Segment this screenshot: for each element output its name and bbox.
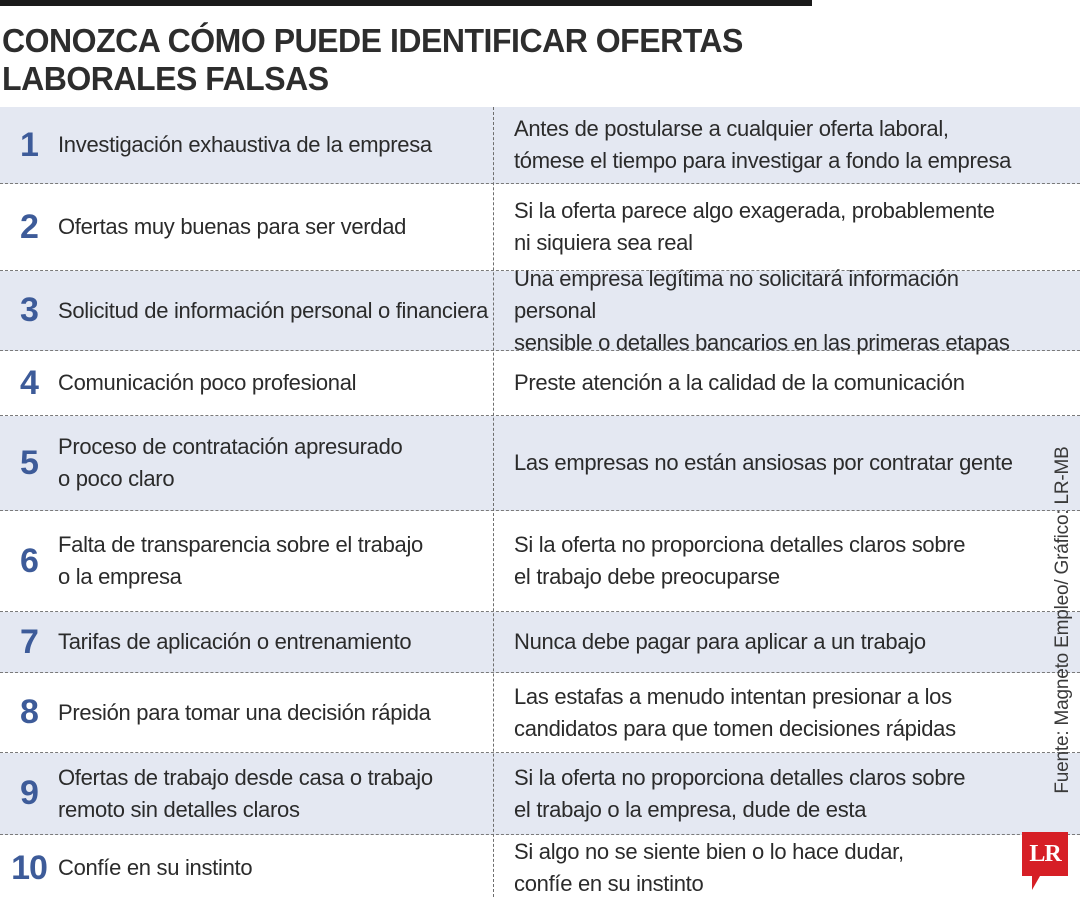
row-description: Una empresa legítima no solicitará información personal sensible o detalles bancarios en las primeras etapas xyxy=(514,265,1010,355)
row-number: 2 xyxy=(20,207,38,246)
row-title: Tarifas de aplicación o entrenamiento xyxy=(58,629,412,654)
row-title: Proceso de contratación apresurado o poco claro xyxy=(58,434,403,491)
row-number: 4 xyxy=(20,363,38,402)
table-row xyxy=(0,511,1080,612)
row-description: Las estafas a menudo intentan presionar a los candidatos para que tomen decisiones rápidas xyxy=(514,683,956,741)
row-description: Preste atención a la calidad de la comunicación xyxy=(514,370,965,395)
row-title: Solicitud de información personal o financiera xyxy=(58,297,489,323)
row-title: Ofertas muy buenas para ser verdad xyxy=(58,214,407,239)
row-number: 7 xyxy=(20,622,38,661)
row-title: Falta de transparencia sobre el trabajo o la empresa xyxy=(58,532,423,589)
row-description: Si la oferta no proporciona detalles claros sobre el trabajo o la empresa, dude de esta xyxy=(514,764,966,822)
row-number: 3 xyxy=(20,291,38,329)
row-description: Si algo no se siente bien o lo hace dudar, confíe en su instinto xyxy=(514,839,904,896)
row-title: Comunicación poco profesional xyxy=(58,370,357,395)
row-number: 8 xyxy=(20,693,38,731)
row-title: Investigación exhaustiva de la empresa xyxy=(58,132,432,157)
table-row xyxy=(0,753,1080,835)
row-description: Si la oferta no proporciona detalles claros sobre el trabajo debe preocuparse xyxy=(514,532,966,589)
row-description: Nunca debe pagar para aplicar a un trabajo xyxy=(514,629,926,654)
row-title: Ofertas de trabajo desde casa o trabajo remoto sin detalles claros xyxy=(58,764,433,822)
row-description: Antes de postularse a cualquier oferta laboral, tómese el tiempo para investigar a fondo la empresa xyxy=(514,116,1012,173)
table-row xyxy=(0,265,1080,355)
page-title: CONOZCA CÓMO PUEDE IDENTIFICAR OFERTAS LABORALES FALSAS xyxy=(2,22,743,97)
row-number: 1 xyxy=(20,125,38,164)
source-credit: Fuente: Magneto Empleo/ Gráfico: LR-MB xyxy=(1052,446,1073,794)
row-number: 6 xyxy=(20,541,38,580)
row-description: Las empresas no están ansiosas por contratar gente xyxy=(514,450,1013,475)
row-number: 5 xyxy=(20,443,38,482)
lr-logo xyxy=(1022,832,1068,890)
top-rule xyxy=(0,0,812,6)
row-description: Si la oferta parece algo exagerada, probablemente ni siquiera sea real xyxy=(514,198,995,255)
table-row xyxy=(0,416,1080,511)
table-row xyxy=(0,184,1080,271)
lr-logo-text: LR xyxy=(1029,841,1061,867)
column-divider xyxy=(493,107,494,897)
table-row xyxy=(0,351,1080,416)
row-title: Confíe en su instinto xyxy=(58,855,253,880)
row-number: 9 xyxy=(20,774,38,812)
table-row xyxy=(0,673,1080,753)
row-number: 10 xyxy=(11,848,47,887)
table-row xyxy=(0,612,1080,673)
table-row xyxy=(0,107,1080,184)
table-row xyxy=(0,835,1080,900)
row-title: Presión para tomar una decisión rápida xyxy=(58,699,431,725)
